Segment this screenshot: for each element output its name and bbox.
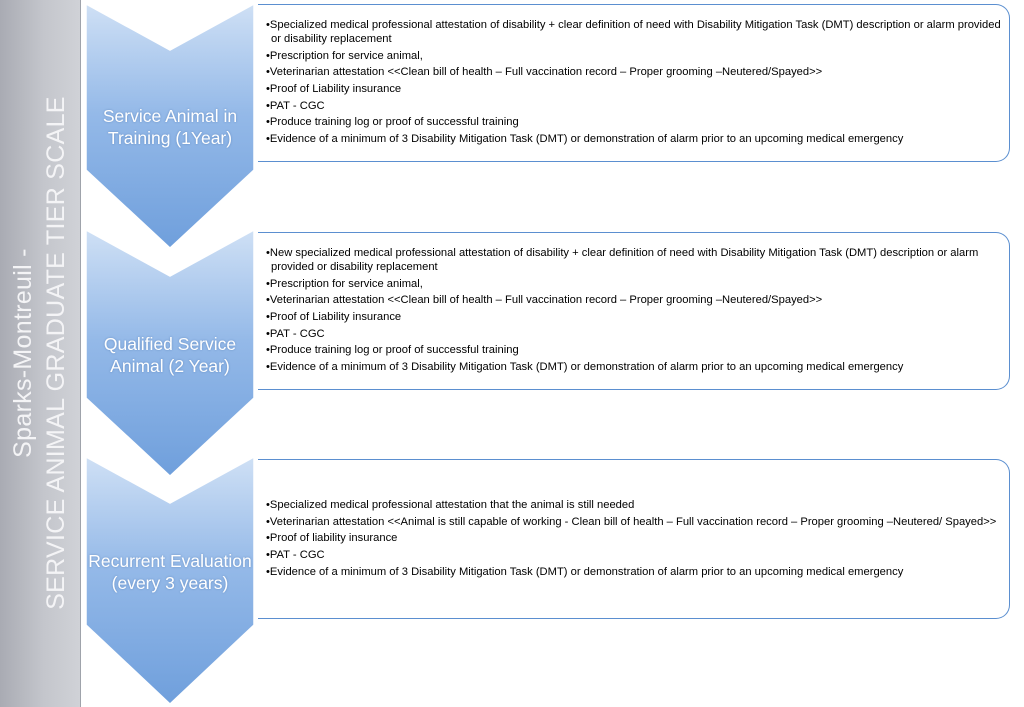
tier-1-item: • Evidence of a minimum of 3 Disability Mitigation Task (DMT) or demonstration of alarm prior to an upcoming medical emergency — [266, 133, 1001, 146]
tier-2-item: • Proof of Liability insurance — [266, 311, 1001, 324]
tier-2-item: • Prescription for service animal, — [266, 278, 1001, 291]
tier-1-item: • Veterinarian attestation <<Clean bill of health – Full vaccination record – Proper grooming –Neutered/Spayed>> — [266, 66, 1001, 79]
tier-3-label: Recurrent Evaluation (every 3 years) — [88, 551, 252, 593]
tier-2-requirements-panel — [258, 232, 1010, 390]
tier-1-label: Service Animal in Training (1Year) — [102, 106, 238, 148]
tier-1-requirements-list — [266, 19, 1001, 146]
tier-1-item: • Proof of Liability insurance — [266, 83, 1001, 96]
tier-1-item: • Prescription for service animal, — [266, 50, 1001, 63]
tier-2-item: • Produce training log or proof of successful training — [266, 344, 1001, 357]
tier-1-item: • Produce training log or proof of successful training — [266, 116, 1001, 129]
tier-2-item: • New specialized medical professional attestation of disability + clear definition of need with Disability Mitigation Task (DMT) description or alarm provided or disability replacement — [266, 247, 1001, 274]
tier-1-item: • PAT - CGC — [266, 100, 1001, 113]
tier-3-item: • Proof of liability insurance — [266, 532, 1001, 545]
tier-2-item: • Evidence of a minimum of 3 Disability Mitigation Task (DMT) or demonstration of alarm prior to an upcoming medical emergency — [266, 361, 1001, 374]
tier-3-item: • PAT - CGC — [266, 549, 1001, 562]
tier-2-label: Qualified Service Animal (2 Year) — [103, 334, 237, 376]
sidebar-title-line1: Sparks-Montreuil - — [9, 248, 37, 458]
tier-3-requirements-list — [266, 499, 1001, 579]
tier-3-item: • Specialized medical professional attestation that the animal is still needed — [266, 499, 1001, 512]
tier-2-item: • Veterinarian attestation <<Clean bill of health – Full vaccination record – Proper grooming –Neutered/Spayed>> — [266, 294, 1001, 307]
tier-1-requirements-panel — [258, 4, 1010, 162]
tier-2-item: • PAT - CGC — [266, 328, 1001, 341]
tier-3-requirements-panel — [258, 459, 1010, 619]
tier-2-requirements-list — [266, 247, 1001, 374]
tier-3-item: • Veterinarian attestation <<Animal is still capable of working - Clean bill of health – Full vaccination record – Proper grooming –Neutered/ Spayed>> — [266, 516, 1001, 529]
sidebar-title-line2: SERVICE ANIMAL GRADUATE TIER SCALE — [42, 96, 70, 610]
tier-3-item: • Evidence of a minimum of 3 Disability Mitigation Task (DMT) or demonstration of alarm prior to an upcoming medical emergency — [266, 566, 1001, 579]
tier-1-item: • Specialized medical professional attestation of disability + clear definition of need with Disability Mitigation Task (DMT) description or alarm provided or disability replacement — [266, 19, 1001, 46]
